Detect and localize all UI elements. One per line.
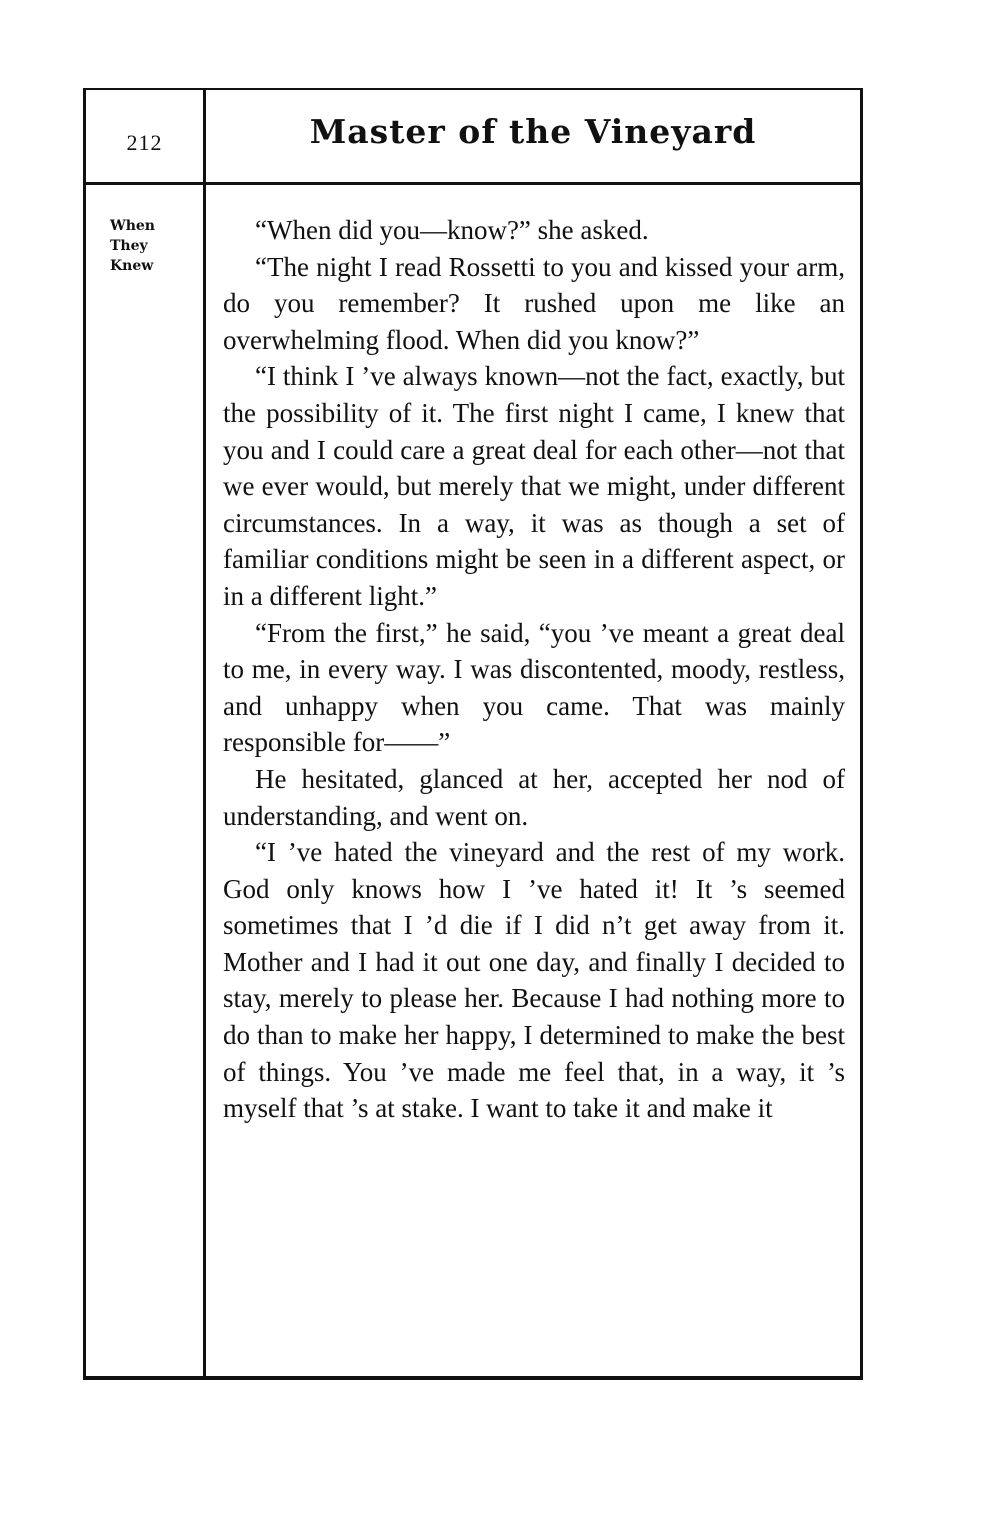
paragraph: “When did you—know?” she asked. (255, 215, 649, 245)
margin-note-line: When (110, 218, 155, 234)
margin-note (110, 216, 190, 276)
page-number: 212 (126, 130, 163, 155)
header-divider (86, 182, 860, 185)
margin-note-line: Knew (110, 258, 154, 274)
page-frame (83, 88, 863, 1380)
paragraph: He hesitated, glanced at her, accepted her nod of understanding, and went on. (223, 763, 845, 831)
margin-note-line: They (110, 238, 148, 254)
running-title: Master of the Vineyard (309, 112, 757, 151)
paragraph: “The night I read Rossetti to you and kissed your arm, do you remember? It rushed upon me like an overwhelming flood. When did you know?” (223, 251, 845, 355)
paragraph: “I think I ’ve always known—not the fact, exactly, but the possibility of it. The first night I came, I knew that you and I could care a great deal for each other—not that we ever would, but merely that we might, under different circumstances. In a way, it was as though a set of familiar conditions might be seen in a different aspect, or in a different light.” (223, 361, 845, 611)
paragraph: “From the first,” he said, “you ’ve meant a great deal to me, in every way. I was discontented, moody, restless, and unhappy when you came. That was mainly responsible for——” (223, 617, 845, 758)
body-text (223, 212, 845, 1127)
margin-divider (203, 90, 206, 1376)
paragraph: “I ’ve hated the vineyard and the rest of my work. God only knows how I ’ve hated it! It ’s seemed sometimes that I ’d die if I did n’t get away from it. Mother and I had it out one day, and finally I decided to stay, merely to please her. Because I had nothing more to do than to make her happy, I determined to make the best of things. You ’ve made me feel that, in a way, it ’s myself that ’s at stake. I want to take it and make it (223, 837, 845, 1124)
